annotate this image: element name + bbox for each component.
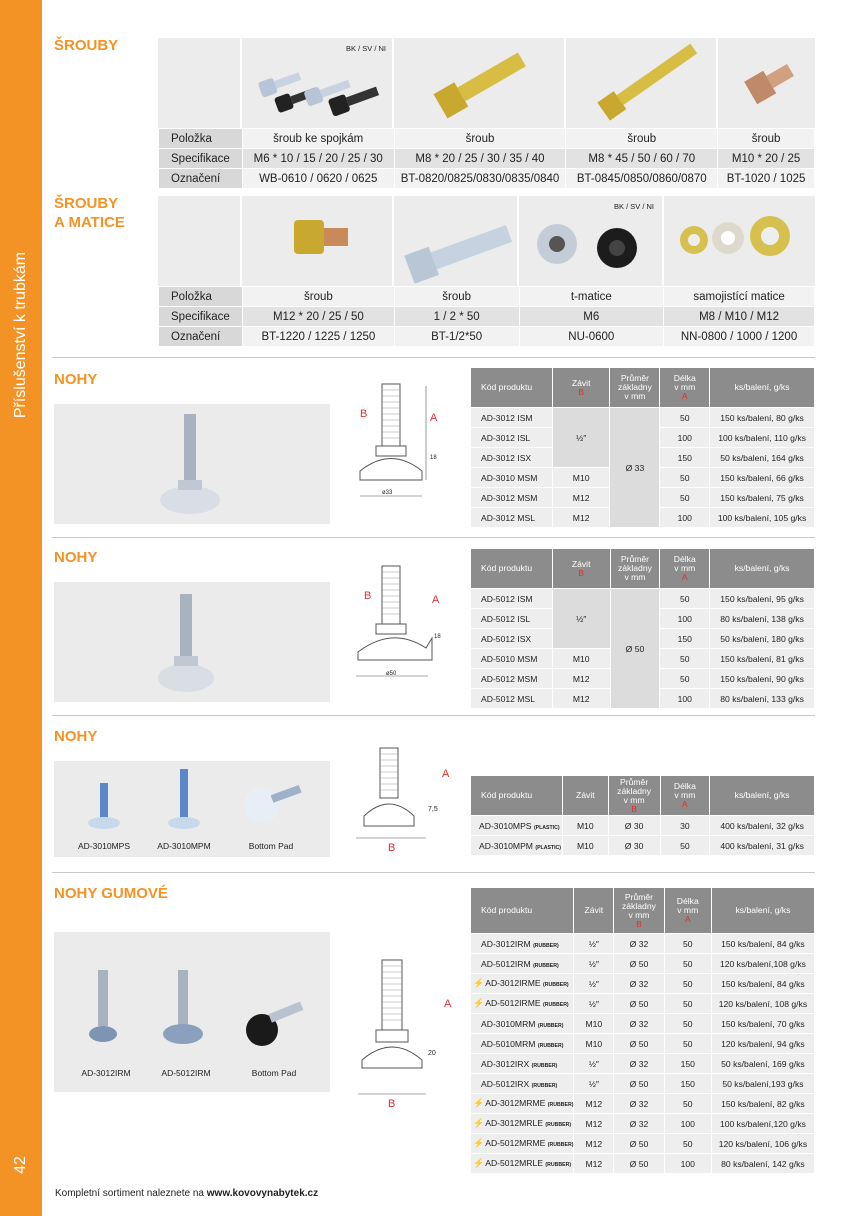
leveling-foot-drawing [352,376,452,506]
table-row: AD-5012IRX (RUBBER) ½″ Ø 50 150 50 ks/balení,193 g/ks [471,1074,815,1094]
long-bolt-zinc-icon [394,196,519,286]
section-title-legs-1: NOHY [54,371,98,388]
table-header: Kód produktu Závit Průměr základny v mm B Délka v mm A ks/balení, g/ks [471,776,815,816]
leveling-foot-drawing [352,556,452,686]
table-row: Specifikace M6 * 10 / 15 / 20 / 25 / 30 M8 * 20 / 25 / 30 / 35 / 40 M8 * 45 / 50 / 60 / 70 M10 * 20 / 25 [159,149,815,169]
legs1-table [470,367,815,528]
divider [52,537,815,538]
hex-bolt-gold-icon [394,38,564,128]
empty-image-cell [158,38,242,128]
leg-photo-2 [54,582,330,702]
lightning-icon: ⚡ [473,1138,485,1148]
table-row: AD-5012 ISX 150 50 ks/balení, 180 g/ks [471,629,815,649]
table-row: AD-3010MPM (PLASTIC) M10 Ø 30 50 400 ks/balení, 31 g/ks [471,836,815,856]
table-row: AD-3012 ISX 150 50 ks/balení, 164 g/ks [471,448,815,468]
divider [52,872,815,873]
lightning-icon: ⚡ [473,1158,485,1168]
table-row: Specifikace M12 * 20 / 25 / 50 1 / 2 * 50 M6 M8 / M10 / M12 [159,307,815,327]
table-row: AD-3012IRM (RUBBER) ½″ Ø 32 50 150 ks/balení, 84 g/ks [471,934,815,954]
section-title-legs-3: NOHY [54,728,98,745]
plastic-foot-drawing [352,742,452,842]
screw-image-4 [718,38,815,128]
screws-nuts-table [158,286,815,347]
screws-nuts-image-row [158,196,815,286]
screw-image-1 [242,38,394,128]
sidebar-title: Příslušenství k trubkám [12,251,29,419]
legs2-table [470,548,815,709]
table-row: AD-5010MRM (RUBBER) M10 Ø 50 50 120 ks/balení, 94 g/ks [471,1034,815,1054]
nut-image-4 [664,196,815,286]
table-row: Položka šroub ke spojkám šroub šroub šroub [159,129,815,149]
table-row: AD-3010 MSM M10 50 150 ks/balení, 66 g/ks [471,468,815,488]
lightning-icon: ⚡ [473,998,485,1008]
table-row: AD-3012 MSM M12 50 150 ks/balení, 75 g/ks [471,488,815,508]
short-hex-bolt-icon [718,38,815,128]
nut-image-1 [242,196,394,286]
table-row: AD-5012 MSL M12 100 80 ks/balení, 133 g/ks [471,689,815,709]
table-row: ⚡AD-5012IRME (RUBBER) ½″ Ø 50 50 120 ks/balení, 108 g/ks [471,994,815,1014]
divider [52,715,815,716]
section-title-screws: ŠROUBY [54,37,119,54]
table-header: Kód produktu Závit B Průměr základny v mm Délka v mm A ks/balení, g/ks [471,549,815,589]
screws-table [158,128,815,189]
table-row: ⚡AD-3012MRME (RUBBER) M12 Ø 32 50 150 ks/balení, 82 g/ks [471,1094,815,1114]
empty-image-cell [158,196,242,286]
lightning-icon: ⚡ [473,1098,485,1108]
website-link[interactable]: www.kovovynabytek.cz [206,1188,319,1199]
table-row: ⚡AD-5012MRME (RUBBER) M12 Ø 50 50 120 ks/balení, 106 g/ks [471,1134,815,1154]
table-row: AD-5010 MSM M10 50 150 ks/balení, 81 g/ks [471,649,815,669]
leg-photo-4: AD-3012IRM AD-5012IRM Bottom Pad [54,932,330,1092]
table-row: AD-5012 ISL 100 80 ks/balení, 138 g/ks [471,609,815,629]
leg-photo-3: AD-3010MPS AD-3010MPM Bottom Pad [54,761,330,857]
sidebar [0,0,42,1216]
section-title-rubber-legs: NOHY GUMOVÉ [54,885,168,902]
finish-badge: BK / SV / NI [613,202,654,211]
rubber-foot-drawing [352,954,452,1104]
screw-image-2 [394,38,566,128]
table-row: AD-3010MRM (RUBBER) M10 Ø 32 50 150 ks/balení, 70 g/ks [471,1014,815,1034]
screw-image-3 [566,38,718,128]
table-row: Označení BT-1220 / 1225 / 1250 BT-1/2*50 NU-0600 NN-0800 / 1000 / 1200 [159,327,815,347]
table-header: Kód produktu Závit Průměr základny v mm B Délka v mm A ks/balení, g/ks [471,888,815,934]
leg-photo-1 [54,404,330,524]
nut-image-3 [519,196,664,286]
table-row: Označení WB-0610 / 0620 / 0625 BT-0820/0825/0830/0835/0840 BT-0845/0850/0860/0870 BT-1020 / 1025 [159,169,815,189]
leveling-foot-icon [54,404,330,524]
rubber-legs-table [470,887,815,1174]
lightning-icon: ⚡ [473,978,485,988]
table-row: AD-3012 MSL M12 100 100 ks/balení, 105 g/ks [471,508,815,528]
page-number: 42 [11,1156,29,1174]
table-row: AD-3012 ISL 100 100 ks/balení, 110 g/ks [471,428,815,448]
table-row: ⚡AD-5012MRLE (RUBBER) M12 Ø 50 100 80 ks/balení, 142 g/ks [471,1154,815,1174]
table-row: AD-3010MPS (PLASTIC) M10 Ø 30 30 400 ks/balení, 32 g/ks [471,816,815,836]
finish-badge: BK / SV / NI [345,44,386,53]
table-row: AD-5012IRM (RUBBER) ½″ Ø 50 50 120 ks/balení,108 g/ks [471,954,815,974]
short-bolt-gold-icon [242,196,392,286]
table-header: Kód produktu Závit B Průměr základny v mm Délka v mm A ks/balení, g/ks [471,368,815,408]
table-row: AD-5012 ISM ½″ Ø 50 50 150 ks/balení, 95 g/ks [471,589,815,609]
table-row: AD-3012IRX (RUBBER) ½″ Ø 32 150 50 ks/balení, 169 g/ks [471,1054,815,1074]
lightning-icon: ⚡ [473,1118,485,1128]
footer: Kompletní sortiment naleznete na www.kovovynabytek.cz [55,1188,319,1199]
table-row: AD-3012 ISM ½″ Ø 33 50 150 ks/balení, 80 g/ks [471,408,815,428]
nut-image-2 [394,196,519,286]
screws-image-row [158,38,815,128]
table-row: Položka šroub šroub t-matice samojistící matice [159,287,815,307]
long-hex-bolt-gold-icon [566,38,716,128]
table-row: AD-5012 MSM M12 50 150 ks/balení, 90 g/ks [471,669,815,689]
section-title-screws-nuts: ŠROUBY A MATICE [54,195,125,231]
divider [52,357,815,358]
leveling-foot-wide-icon [54,582,330,702]
table-row: ⚡AD-3012IRME (RUBBER) ½″ Ø 32 50 150 ks/balení, 84 g/ks [471,974,815,994]
legs3-table [470,775,815,856]
table-row: ⚡AD-3012MRLE (RUBBER) M12 Ø 32 100 100 ks/balení,120 g/ks [471,1114,815,1134]
lock-nuts-icon [664,196,815,286]
section-title-legs-2: NOHY [54,549,98,566]
